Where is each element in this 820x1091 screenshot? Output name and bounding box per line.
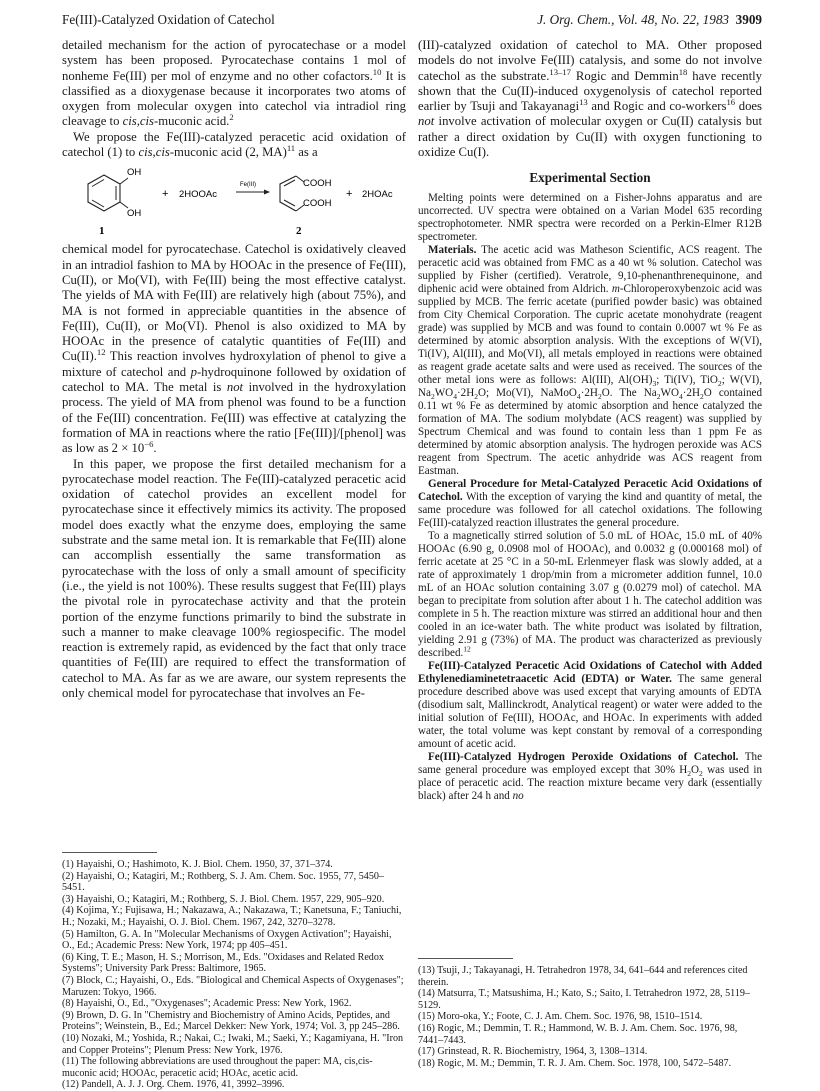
reference: 12 (96, 347, 106, 358)
paragraph: Materials. The acetic acid was Matheson Scientific, ACS reagent. The peracetic acid was obtained from FMC as a 40 wt % solution. Catechol was supplied by Fisher (certified). Veratrole, 9,10-phenanthrenequinone, and diphenic acid were obtained from Aldrich. m-Chloroperoxybenzoic acid was supplied by MCB. The ferric acetate (purified powder basic) was obtained from City Chemical Corporation. The cupric acetate monohydrate (reagent grade) was supplied by MCB and was found to contain 0.0007 wt % Fe as determined by atomic absorption analysis. With the exceptions of W(VI), Ti(IV), Al(III), and Mo(VI), all metals employed in reactions were obtained as reagent grade acetate salts and were used as received. The sources of the other metal ions were as follows: Al(III), $Al(OH)_3$; Ti(IV), TiO$_2$; W(VI), $Na_2WO_4\cdot 2H_2O$; Mo(VI), $NaMoO_4\cdot 2H_2O$. The $Na_2WO_4\cdot 2H_2O$ contained 0.11 wt % Fe as determined by atomic absorption and hence catalyzed the formation of MA. The sodium molybdate (ACS reagent) was supplied by Spectrum Chemical and was found to contain less than 1 ppm Fe as determined by atomic absorption analysis. The hydrogen peroxide was ACS reagent from Spectrum. The acetic anhydride was ACS reagent from Eastman. (418, 244, 763, 478)
text: ·2H (580, 387, 598, 400)
reference: 13 (579, 96, 588, 107)
paragraph (418, 38, 762, 160)
product-label: 2HOAc (362, 189, 393, 201)
paragraph (418, 530, 762, 660)
text: cis,cis (138, 145, 170, 160)
running-header (62, 12, 762, 32)
text: does (735, 99, 762, 114)
footnote: (3) Hayaishi, O.; Katagiri, M.; Rothberg, S. J. Biol. Chem. 1957, 229, 905–920. (62, 893, 385, 905)
text: O contained 0.11 wt % Fe as determined by atomic absorption and hence catalyzed the formation of MA. The sodium molybdate (ACS reagent) was supplied by Spectrum Chemical and was found to contain less than 1 ppm Fe as determined by atomic absorption analysis. The hydrogen peroxide was ACS reagent from Spectrum. The acetic anhydride was ACS reagent from Eastman. (418, 387, 762, 478)
header-title: Fe(III)-Catalyzed Oxidation of Catechol (62, 12, 275, 27)
footnote: (8) Hayaishi, O., Ed., "Oxygenases"; Academic Press: New York, 1962. (62, 998, 352, 1010)
text: WO (434, 387, 454, 400)
page-number: 3909 (735, 12, 762, 27)
catalyst-label: Fe(III) (240, 182, 256, 189)
paragraph (62, 242, 406, 456)
reference: 16 (726, 96, 736, 107)
catechol-ring (88, 175, 120, 211)
footnote-list (62, 859, 406, 1091)
reference: 11 (286, 142, 296, 153)
compound-label: 2 (296, 225, 302, 238)
plus-sign: + (162, 188, 169, 201)
bond (120, 178, 128, 184)
text: was used in place of peracetic acid. The reaction mixture became very dark (essentially black) after 24 h and (418, 764, 762, 803)
text: O. The Na (601, 387, 657, 400)
text: no (512, 790, 524, 803)
cooh-label: COOH (303, 198, 332, 210)
text: WO (660, 387, 679, 400)
text: O (691, 764, 700, 777)
reagent-label: 2HOOAc (179, 189, 218, 201)
text: . (153, 441, 157, 456)
reference: 12 (463, 644, 471, 654)
footnote: (10) Nozaki, M.; Yoshida, R.; Nakai, C.; Iwaki, M.; Saeki, Y.; Kagamiyana, H. "Iron and Copper Proteins"; Plenum Press: New York, 1976. (62, 1032, 404, 1056)
plus-sign: + (346, 188, 353, 201)
paragraph: Fe(III)-Catalyzed Hydrogen Peroxide Oxidations of Catechol. The same general procedure was employed except that 30% $H_2O_2$ was used in place of peracetic acid. The reaction mixture became very dark (essentially black) after 24 h and no (418, 751, 763, 803)
text: With the exception of varying the kind and quantity of metal, the same procedure was followed for all catechol oxidations. The following Fe(III)-catalyzed reaction illustrates the general procedure. (418, 491, 762, 530)
footnote: (12) Pandell, A. J. J. Org. Chem. 1976, 41, 3992–3996. (62, 1079, 285, 1091)
footnote: (7) Block, C.; Hayaishi, O., Eds. "Biological and Chemical Aspects of Oxygenases"; Maruzen: Tokyo, 1966. (62, 974, 404, 998)
paragraph (418, 660, 762, 751)
right-column (418, 38, 762, 803)
text: p (190, 364, 197, 379)
text: -muconic acid (2, MA) (169, 145, 287, 160)
exponent: −6 (144, 439, 154, 449)
footnote: (1) Hayaishi, O.; Hashimoto, K. J. Biol. Chem. 1950, 37, 371–374. (62, 859, 333, 870)
footnote: (5) Hamilton, G. A. In "Molecular Mechanisms of Oxygen Activation"; Hayaishi, O., Ed.; Academic Press: New York, 1974; pp 405–451. (62, 928, 392, 952)
compound-label: 1 (99, 225, 105, 238)
text: We propose the Fe(III)-catalyzed peracetic acid oxidation of catechol (1) to (62, 129, 406, 160)
text: This reaction involves hydroxylation of phenol to give a mixture of catechol and (62, 349, 406, 379)
text: -hydroquinone followed by oxidation of catechol to MA. The metal is (62, 364, 406, 395)
text: The same general procedure was employed except that 30% H (418, 751, 763, 777)
text: The acetic acid was Matheson Scientific, ACS reagent. The peracetic acid was obtained from FMC as a 40 wt % solution. Catechol was supplied by Fisher (certified). Veratrole, 9,10-phenanthrenequinone, and diphenic acid were obtained from Aldrich. (418, 244, 762, 296)
text: ·2H (456, 387, 475, 400)
text: have recently shown that the Cu(II)-induced oxygenolysis of catechol reported earlier by Tsuji and Takayanagi (418, 68, 763, 114)
run-in-heading: General Procedure for Metal-Catalyzed Peracetic Acid Oxidations of Catechol. (418, 478, 762, 504)
text: (III)-catalyzed oxidation of catechol to MA. Other proposed models do not involve Fe(III) catalysis, and some do not involve catechol as the substrate. (418, 38, 762, 83)
text: The same general procedure described above was used except that varying amounts of EDTA (disodium salt, Mallinckrodt, Analytical reagent) or water were added to the initial solution of Fe(III), HOOAc, and HOAc. In experiments with added water, the total volume was kept constant by removal of a corresponding amount of acetic acid. (418, 673, 762, 751)
paragraph (62, 38, 406, 130)
footnote: (17) Grinstead, R. R. Biochemistry, 1964, 3, 1308–1314. (418, 1046, 648, 1058)
paragraph (62, 130, 406, 161)
text: involve activation of molecular oxygen or Cu(II) catalysis but rather a direct oxidation by Cu(II) with oxygen functioning to oxidize Cu(I). (418, 114, 762, 160)
text: ; W(VI), Na (418, 374, 763, 400)
footnote: (15) Moro-oka, Y.; Foote, C. J. Am. Chem. Soc. 1976, 98, 1510–1514. (418, 1011, 703, 1023)
oh-label: OH (127, 167, 142, 179)
footnote: (18) Rogic, M. M.; Demmin, T. R. J. Am. Chem. Soc. 1978, 100, 5472–5487. (418, 1057, 732, 1069)
text: not (226, 380, 244, 395)
footnotes-left (62, 852, 406, 1091)
run-in-heading: Materials. (428, 244, 477, 257)
reaction-scheme-drawing (62, 162, 406, 238)
footnote: (14) Matsurra, T.; Matsushima, H.; Kato, S.; Saito, I. Tetrahedron 1972, 28, 5119–5129. (418, 988, 750, 1011)
reference: 2 (229, 112, 234, 123)
footnote: (16) Rogic, M.; Demmin, T. R.; Hammond, W. B. J. Am. Chem. Soc. 1976, 98, 7441–7443. (418, 1022, 738, 1046)
text: It is classified as a dioxygenase because it incorporates two atoms of oxygen from molecular oxygen into catechol via intradiol ring cleavage to (62, 68, 406, 129)
text: as a (295, 145, 318, 160)
footnote: (9) Brown, D. G. In "Chemistry and Biochemistry of Amino Acids, Peptides, and Proteins"; Weinstein, B., Ed.; Marcel Dekker: New York, 1974; Vol. 3, pp 245–286. (62, 1009, 400, 1033)
footnote: (4) Kojima, Y.; Fujisawa, H.; Nakazawa, A.; Nakazawa, T.; Kanetsuna, F.; Taniuchi, H.; Nozaki, M.; Hayaishi, O. J. Biol. Chem. 1967, 242, 3270–3278. (62, 905, 402, 928)
left-column (62, 38, 406, 701)
reference: 10 (372, 66, 382, 77)
text: -Chloroperoxybenzoic acid was supplied by MCB. The ferric acetate (purified powder basic) was obtained from City Chemical Corporation. The cupric acetate monohydrate (reagent grade) was supplied by MCB and was found to contain 0.0007 wt % Fe as determined by atomic absorption analysis. With the exceptions of W(VI), Ti(IV), Al(III), and Mo(VI), all metals employed in reactions were obtained as reagent grade acetate salts and were used as received. The sources of the other metal ions were as follows: Al(III), Al(OH) (418, 283, 762, 387)
text: ; Ti(IV), TiO (656, 374, 718, 387)
footnote: (13) Tsuji, J.; Takayanagi, H. Tetrahedron 1978, 34, 641–644 and references cited therein. (418, 965, 748, 988)
section-heading: Experimental Section (529, 170, 651, 186)
footnote-rule (62, 852, 157, 853)
text: chemical model for pyrocatechase. Catechol is oxidatively cleaved in an intradiol fashion to MA by HOOAc in the presence of Fe(III), Cu(II), or Mo(VI), with Fe(III) being the most effective catalyst. The yields of MA with Fe(III) are relatively high (about 75%), and MA is not formed in appreciable quantities in the absence of Fe(III), Cu(II), or Mo(VI). Phenol is also oxidized to MA by HOOAc in the presence of catalytic quantities of Fe(III) and Cu(II). (62, 242, 406, 364)
text: m (611, 283, 620, 296)
footnote-list (418, 965, 762, 1069)
run-in-heading: Fe(III)-Catalyzed Hydrogen Peroxide Oxidations of Catechol. (428, 751, 739, 764)
text: Rogic and Demmin (570, 68, 679, 83)
footnote: (2) Hayaishi, O.; Katagiri, M.; Rothberg, S. J. Am. Chem. Soc. 1955, 77, 5450–5451. (62, 870, 384, 894)
header-citation: J. Org. Chem., Vol. 48, No. 22, 1983 3909 (537, 12, 762, 27)
arrow-head (264, 190, 270, 195)
run-in-heading: Fe(III)-Catalyzed Peracetic Acid Oxidations of Catechol with Added Ethylenediaminetetraacetic Acid (EDTA) or Water. (418, 660, 762, 686)
reaction-scheme (62, 162, 406, 238)
text: ·2H (682, 387, 700, 400)
paragraph: Melting points were determined on a Fisher-Johns apparatus and are uncorrected. UV spectra were obtained on a Varian Model 635 recording spectrophotometer. NMR spectra were recorded on a Perkin-Elmer R12B spectrometer. (418, 192, 762, 244)
paragraph: In this paper, we propose the first detailed mechanism for a pyrocatechase model reaction. The Fe(III)-catalyzed peracetic acid oxidation of catechol provides an excellent model for pyrocatechase since it effectively mimics its activity. The proposed model does exactly what the enzyme does, employing the same substrate and the same metal ion. It is remarkable that Fe(III) alone can accomplish essentially the same transformation as pyrocatechase with the loss of only a small amount of specificity (i.e., the yield is not 100%). These results suggest that Fe(III) plays the pivotal role in pyrocatechase activity and that the protein portion of the enzyme functions primarily to bind the substrate in such a manner to make cleavage 100% regiospecific. The model reaction is extremely rapid, as evidenced by the fact that only trace quantities of Fe(III) are required to effect the transformation of catechol to MA. As far as we are aware, our system represents the only chemical model for pyrocatechase that involves an Fe- (62, 456, 406, 700)
text: and Rogic and co-workers (587, 99, 727, 114)
footnotes-right (418, 958, 762, 1069)
footnote: (6) King, T. E.; Mason, H. S.; Morrison, M., Eds. "Oxidases and Related Redox Systems"; University Park Press: Baltimore, 1965. (62, 951, 384, 975)
double-bond (92, 200, 104, 207)
oh-label: OH (127, 208, 142, 220)
footnote-rule (418, 958, 513, 959)
text: -muconic acid. (153, 114, 230, 129)
text: involved in the hydroxylation process. The yield of MA from phenol was found to be a function of the Fe(III) concentration. Fe(III) was effective at catalyzing the formation of MA in reactions where the ratio [Fe(III)]/[phenol] was as low as 2 × 10 (62, 380, 407, 456)
text: O; Mo(VI), NaMoO (477, 387, 577, 400)
text: detailed mechanism for the action of pyrocatechase or a model system has been proposed. Pyrocatechase contains 1 mol of nonheme Fe(III) per mol of enzyme and no other cofactors. (62, 38, 406, 83)
footnote: (11) The following abbreviations are used throughout the paper: MA, cis,cis-muconic acid; HOOAc, peracetic acid; HOAc, acetic acid. (62, 1056, 373, 1079)
cooh-label: COOH (303, 178, 332, 190)
reference: 18 (678, 66, 688, 77)
journal-name: J. Org. Chem. (537, 12, 612, 27)
paragraph (418, 478, 762, 530)
text: cis,cis (122, 114, 154, 129)
text: not (418, 114, 435, 129)
reference: 13–17 (549, 66, 571, 77)
text: To a magnetically stirred solution of 5.0 mL of HOAc, 15.0 mL of 40% HOOAc (6.90 g, 0.0908 mol of HOOAc), and 0.0032 g (0.000168 mol) of ferric acetate at 25 °C in a 50-mL Erlenmeyer flask was slowly added, at a rate of approximately 1 drop/min from a micrometer addition funnel, 10.0 mL of an HOAc solution containing 3.07 g (0.0279 mol) of catechol. MA began to precipitate from solution after about 1 h. The catechol addition was complete in 5 h. The reaction mixture was stirred an additional hour and then cooled in an ice-water bath. The white product was isolated by filtration, yielding 2.91 g (73%) of MA. The product was characterized as previously described. (418, 530, 762, 660)
journal-volume: Vol. 48, No. 22, 1983 (617, 12, 730, 27)
